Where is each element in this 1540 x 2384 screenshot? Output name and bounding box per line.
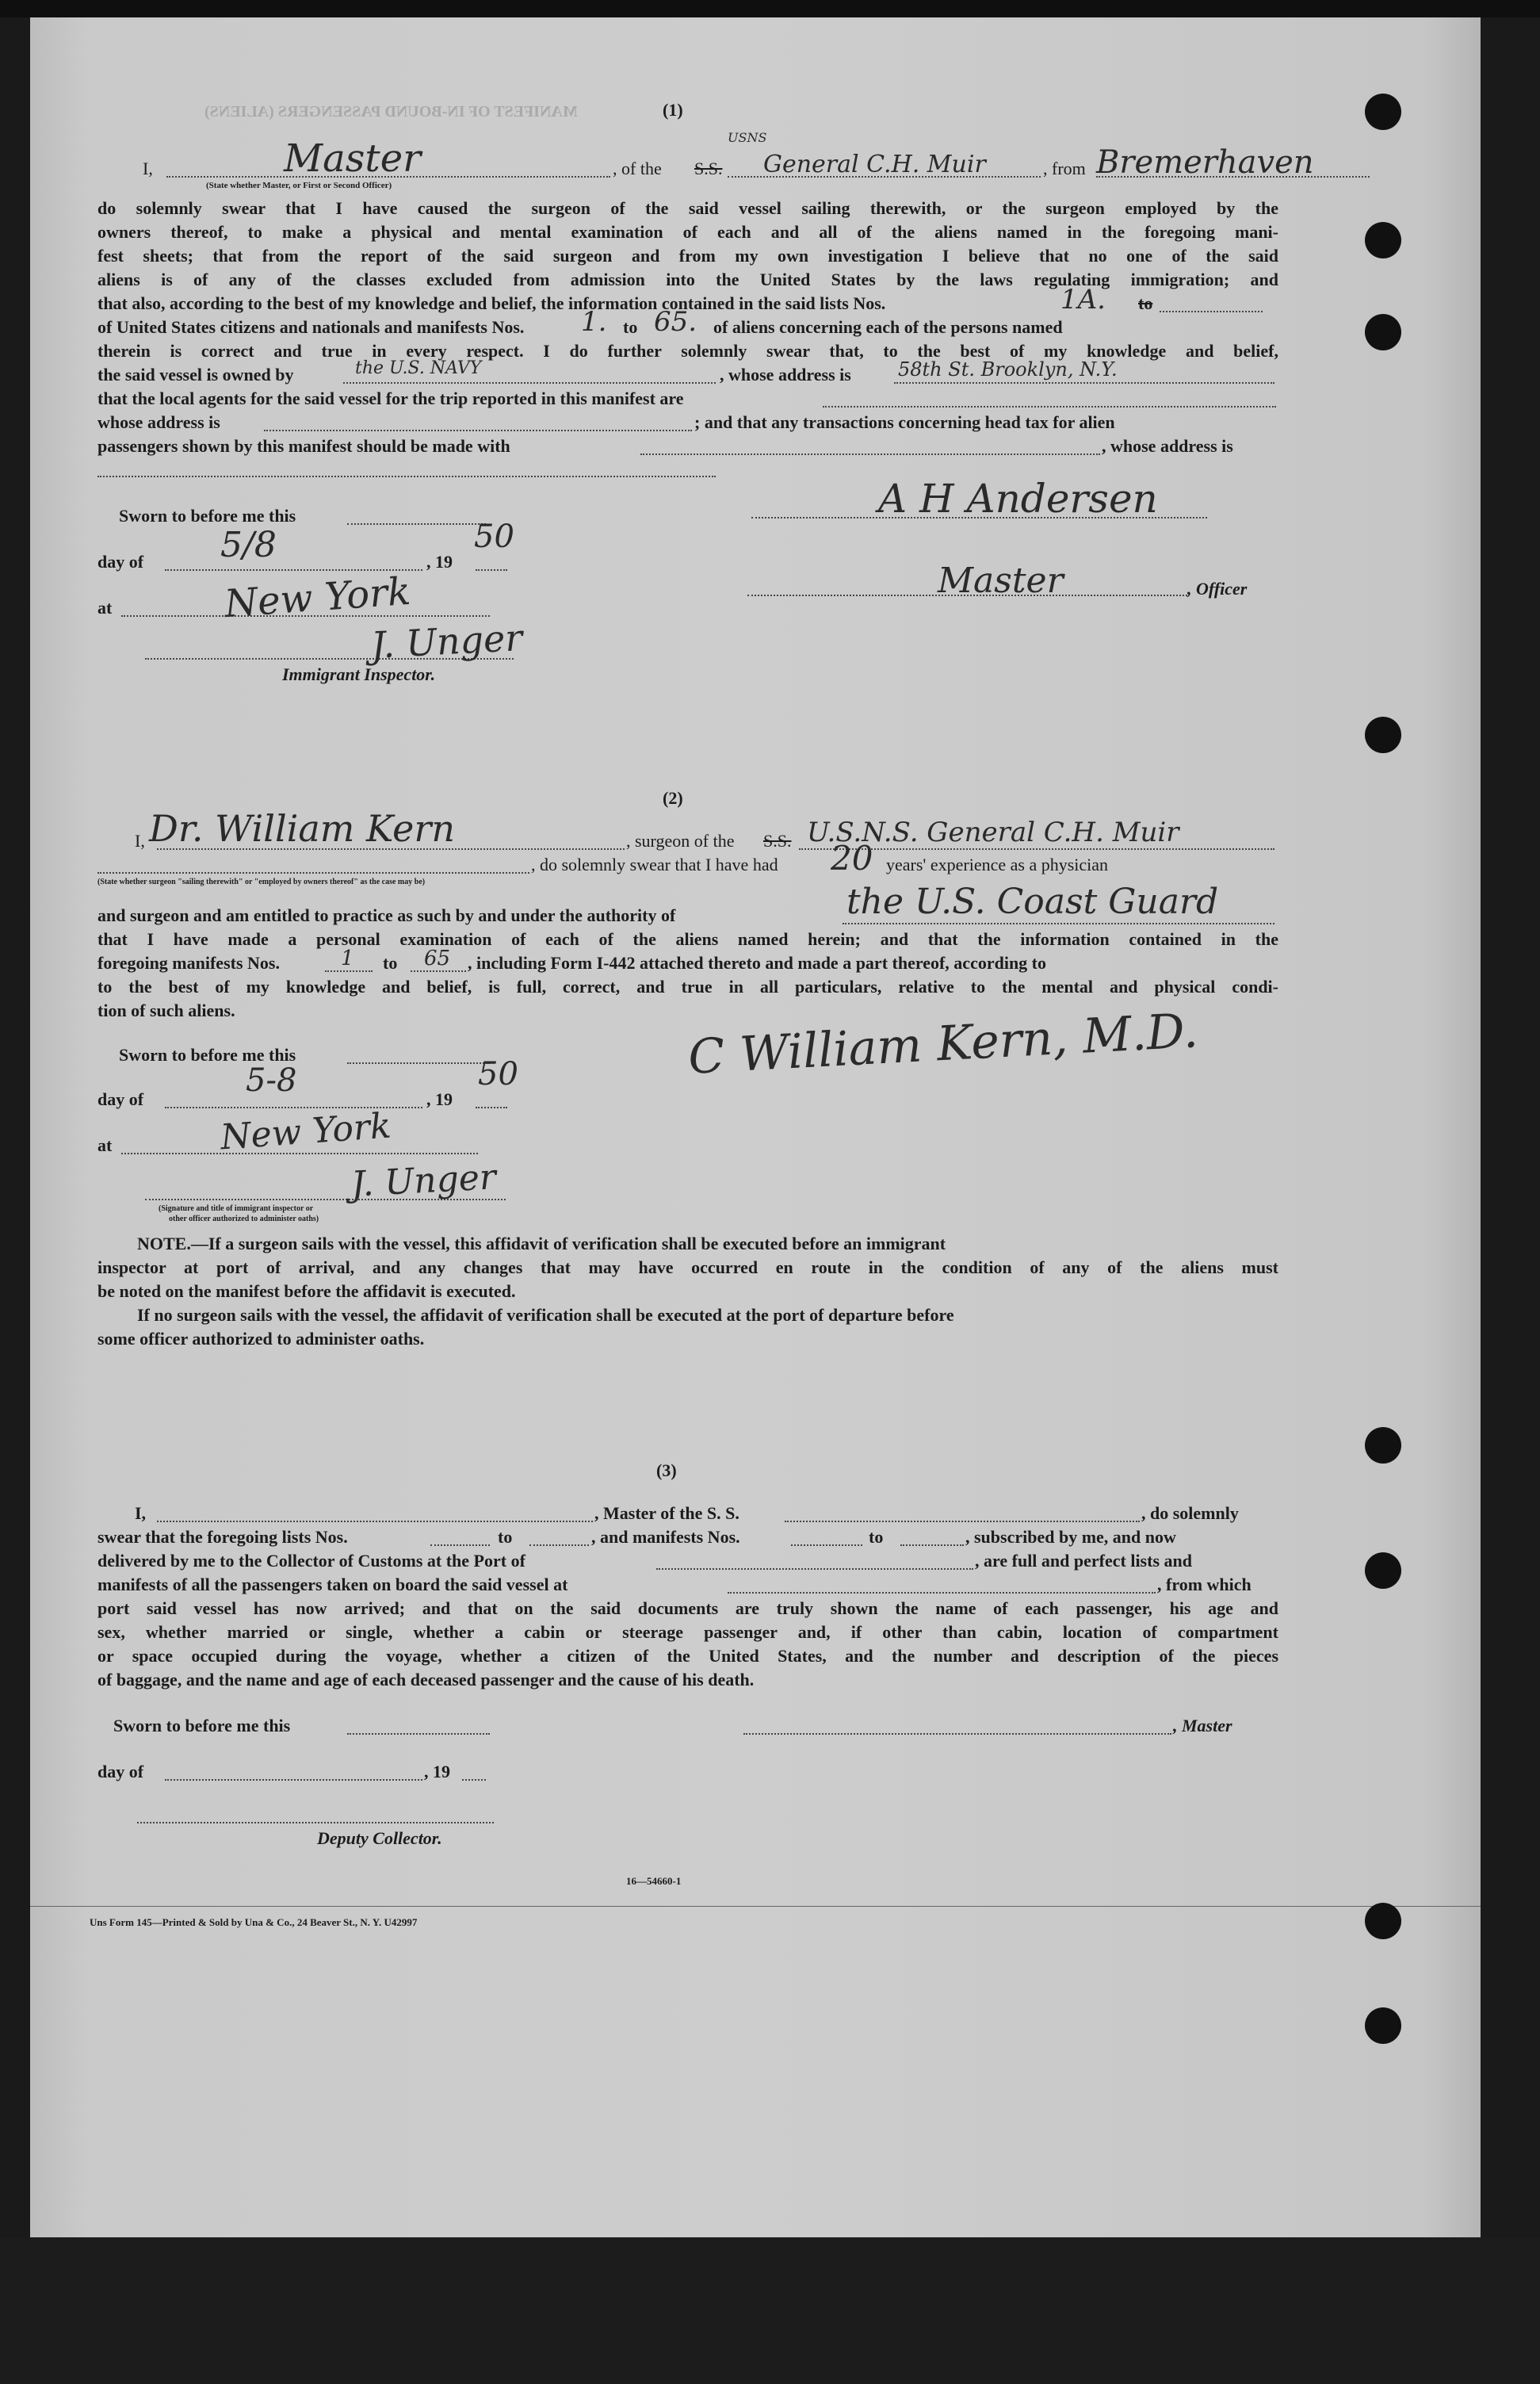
s1-line1: do solemnly swear that I have caused the surgeon of the said vessel sailing therewith, or the surgeon employed by the [97, 198, 1278, 218]
s1-to-struck: to [1138, 293, 1153, 313]
s3-day-line [165, 1779, 422, 1781]
s2-date-handwritten: 5-8 [246, 1062, 297, 1099]
s1-line10a: whose address is [97, 412, 220, 432]
s1-ss-struck: S.S. [694, 159, 723, 178]
s2-line5: to the best of my knowledge and belief, is full, correct, and true in all particulars, relative to the mental and physical condi- [97, 977, 1278, 997]
s3-line4b: , from which [1157, 1575, 1251, 1594]
s3-master-line [157, 1521, 593, 1522]
s1-usns-handwritten: USNS [728, 130, 767, 145]
s3-line5: port said vessel has now arrived; and that on the said documents are truly shown the name of each passenger, his age and [97, 1598, 1278, 1618]
s1-year-line [476, 569, 507, 571]
s1-day-of: day of [97, 552, 144, 572]
binder-hole [1365, 1903, 1401, 1939]
s2-swear: , do solemnly swear that I have had [531, 855, 778, 874]
s2-to: to [383, 953, 398, 973]
s3-line2b: to [498, 1527, 513, 1547]
s1-manifest-from-handwritten: 1. [581, 306, 607, 338]
s1-from: , from [1043, 159, 1086, 178]
s1-line11a: passengers shown by this manifest should be made with [97, 436, 510, 456]
s1-year-prefix: , 19 [426, 552, 453, 572]
s2-line4b: , including Form I-442 attached thereto and made a part thereof, according to [468, 953, 1047, 973]
s3-master-label: , Master [1173, 1716, 1232, 1735]
scan-border-bottom [0, 2237, 1540, 2384]
s2-note-line2: inspector at port of arrival, and any changes that may have occurred en route in the condition of any of the aliens must [97, 1257, 1278, 1277]
s1-to: to [623, 317, 638, 337]
s1-address-handwritten: 58th St. Brooklyn, N.Y. [898, 358, 1118, 381]
binder-hole [1365, 94, 1401, 130]
s1-line8a: the said vessel is owned by [97, 365, 294, 385]
s2-authority-handwritten: the U.S. Coast Guard [846, 882, 1219, 922]
s1-sworn: Sworn to before me this [119, 506, 296, 526]
s1-headtax-address-line [97, 476, 716, 477]
s1-line5: that also, according to the best of my knowledge and belief, the information contained in the said lists Nos. [97, 293, 886, 313]
s2-year-handwritten: 50 [478, 1056, 518, 1093]
section-3-number: (3) [656, 1460, 677, 1480]
s3-sworn-line [347, 1733, 490, 1735]
s3-day-of: day of [97, 1762, 144, 1781]
s3-vessel-line [785, 1521, 1140, 1522]
s1-manifest-to-handwritten: 65. [654, 306, 697, 338]
s1-inspector-signature: J. Unger [369, 616, 524, 667]
s2-surgeon-signature: C William Kern, M.D. [686, 1003, 1200, 1085]
s2-to-handwritten: 65 [424, 947, 451, 970]
s1-date-handwritten: 5/8 [220, 525, 277, 565]
s3-line2d: to [869, 1527, 884, 1547]
s3-line1c: , do solemnly [1141, 1503, 1239, 1523]
s3-line1a: I, [135, 1503, 147, 1523]
s2-sig-note-2: other officer authorized to administer oaths) [169, 1215, 319, 1223]
s3-year-prefix: , 19 [424, 1762, 450, 1781]
s1-owner-line [343, 382, 716, 384]
s3-line3b: , are full and perfect lists and [975, 1551, 1192, 1571]
s2-surgeon-name-handwritten: Dr. William Kern [149, 807, 456, 850]
s1-at: at [97, 598, 113, 618]
binder-hole [1365, 2007, 1401, 2044]
binder-hole [1365, 1552, 1401, 1589]
bleed-through-header: MANIFEST OF IN-BOUND PASSENGERS (ALIENS) [204, 103, 578, 121]
s2-years-text: years' experience as a physician [886, 855, 1109, 874]
s2-sig-note-1: (Signature and title of immigrant inspector or [159, 1204, 314, 1213]
s1-inspector-label: Immigrant Inspector. [282, 664, 436, 684]
s3-line2c: , and manifests Nos. [591, 1527, 740, 1547]
s2-years-handwritten: 20 [831, 839, 873, 878]
scan-border-top [0, 0, 1540, 17]
s3-deputy-label: Deputy Collector. [317, 1828, 442, 1848]
binder-hole [1365, 717, 1401, 753]
s3-master-sig-line [743, 1733, 1171, 1735]
s3-line2a: swear that the foregoing lists Nos. [97, 1527, 348, 1547]
s2-line2a: and surgeon and am entitled to practice as such by and under the authority of [97, 905, 676, 925]
s1-owner-handwritten: the U.S. NAVY [355, 358, 482, 378]
s1-state-note: (State whether Master, or First or Second Officer) [206, 181, 392, 190]
s2-line6: tion of such aliens. [97, 1001, 235, 1020]
s2-surgeon-type-line [97, 872, 529, 874]
s1-line3: fest sheets; that from the report of the said surgeon and from my own investigation I believe that no one of the said [97, 246, 1278, 266]
s1-of-the: , of the [613, 159, 662, 178]
printer-footer: Uns Form 145—Printed & Sold by Una & Co., 24 Beaver St., N. Y. U42997 [90, 1916, 418, 1928]
s1-agents-line [823, 406, 1276, 408]
s2-state-note: (State whether surgeon "sailing therewith" or "employed by owners thereof" as the case may be) [97, 878, 426, 886]
s1-line2: owners thereof, to make a physical and mental examination of each and all of the aliens named in the foregoing mani- [97, 222, 1278, 242]
s2-note-line4: If no surgeon sails with the vessel, the affidavit of verification shall be executed at the port of departure before [137, 1305, 954, 1325]
s2-line3: that I have made a personal examination of each of the aliens named herein; and that the information contained in the [97, 929, 1278, 949]
binder-hole [1365, 222, 1401, 258]
s2-note-line3: be noted on the manifest before the affidavit is executed. [97, 1281, 516, 1301]
s3-manifest-to-line [900, 1544, 964, 1546]
s2-to-line [411, 970, 466, 972]
s1-i: I, [143, 159, 153, 178]
s1-line11b: , whose address is [1102, 436, 1233, 456]
s3-embark-line [728, 1592, 1156, 1594]
s1-line7: therein is correct and true in every respect. I do further solemnly swear that, to the best of my knowledge and belief, [97, 341, 1278, 361]
s1-line9: that the local agents for the said vessel for the trip reported in this manifest are [97, 388, 684, 408]
s1-master-handwritten: Master [284, 136, 422, 181]
s2-note-line1: —If a surgeon sails with the vessel, this affidavit of verification shall be executed before an immigrant [190, 1234, 946, 1253]
s2-place-handwritten: New York [219, 1105, 393, 1158]
s2-i: I, [135, 831, 145, 851]
s1-line6b: of aliens concerning each of the persons named [713, 317, 1063, 337]
s2-sworn: Sworn to before me this [119, 1045, 296, 1065]
binder-hole [1365, 314, 1401, 350]
s2-surgeon-of: , surgeon of the [626, 831, 735, 851]
s2-at: at [97, 1135, 113, 1155]
section-1-number: (1) [663, 100, 683, 120]
s1-line8b: , whose address is [720, 365, 851, 385]
s2-note-line5: some officer authorized to administer oaths. [97, 1329, 425, 1349]
s1-officer-label: , Officer [1187, 579, 1248, 599]
s1-agent-address-line [264, 430, 692, 431]
s2-sworn-line [347, 1062, 490, 1064]
section-2-number: (2) [663, 788, 683, 808]
s1-lists-handwritten: 1A. [1060, 284, 1106, 316]
footer-divider [30, 1906, 1481, 1907]
s1-port-handwritten: Bremerhaven [1096, 144, 1314, 181]
s2-ss-struck: S.S. [763, 831, 792, 851]
s3-sworn: Sworn to before me this [113, 1716, 291, 1735]
s2-from-line [325, 970, 373, 972]
s2-line4a: foregoing manifests Nos. [97, 953, 280, 973]
manifest-affidavit-page [30, 17, 1481, 2237]
s3-manifest-from-line [791, 1544, 862, 1546]
s3-line7: or space occupied during the voyage, whether a citizen of the United States, and the number and description of the pieces [97, 1646, 1278, 1666]
s1-line4: aliens is of any of the classes excluded from admission into the United States by the laws regulating immigration; and [97, 270, 1278, 289]
s3-line4a: manifests of all the passengers taken on board the said vessel at [97, 1575, 568, 1594]
binder-hole [1365, 1427, 1401, 1464]
s2-year-line [476, 1107, 507, 1108]
s2-surgeon-line [157, 848, 625, 850]
s3-lists-from-line [430, 1544, 490, 1546]
s1-year-handwritten: 50 [474, 519, 514, 555]
s2-note-label: NOTE. [137, 1234, 191, 1253]
s1-line6a: of United States citizens and nationals and manifests Nos. [97, 317, 525, 337]
s1-lists-to-line [1160, 311, 1263, 312]
s3-port-line [656, 1568, 973, 1570]
s2-day-of: day of [97, 1089, 144, 1109]
s2-year-prefix: , 19 [426, 1089, 453, 1109]
s1-headtax-line [640, 453, 1100, 455]
s1-address-line [894, 382, 1274, 384]
s3-line2e: , subscribed by me, and now [965, 1527, 1176, 1547]
s1-officer-title-handwritten: Master [938, 561, 1064, 601]
s3-deputy-line [137, 1822, 494, 1823]
s2-vessel-handwritten: U.S.N.S. General C.H. Muir [807, 817, 1179, 848]
s1-officer-signature: A H Andersen [878, 476, 1158, 522]
s3-line6: sex, whether married or single, whether a cabin or steerage passenger and, if other than cabin, location of compartment [97, 1622, 1278, 1642]
s2-inspector-signature: J. Unger [350, 1157, 498, 1205]
s1-line10b: ; and that any transactions concerning head tax for alien [694, 412, 1115, 432]
s3-year-line [462, 1779, 486, 1781]
s3-line3a: delivered by me to the Collector of Customs at the Port of [97, 1551, 525, 1571]
s1-place-handwritten: New York [223, 568, 412, 627]
s3-line8: of baggage, and the name and age of each deceased passenger and the cause of his death. [97, 1670, 755, 1689]
s1-vessel-handwritten: General C.H. Muir [763, 151, 986, 178]
s3-lists-to-line [529, 1544, 589, 1546]
s3-line1b: , Master of the S. S. [594, 1503, 739, 1523]
s2-at-line [121, 1153, 478, 1154]
s2-from-handwritten: 1 [341, 947, 354, 970]
s1-sworn-line [347, 523, 486, 525]
s2-authority-line [843, 923, 1274, 924]
form-code: 16—54660-1 [626, 1875, 682, 1887]
